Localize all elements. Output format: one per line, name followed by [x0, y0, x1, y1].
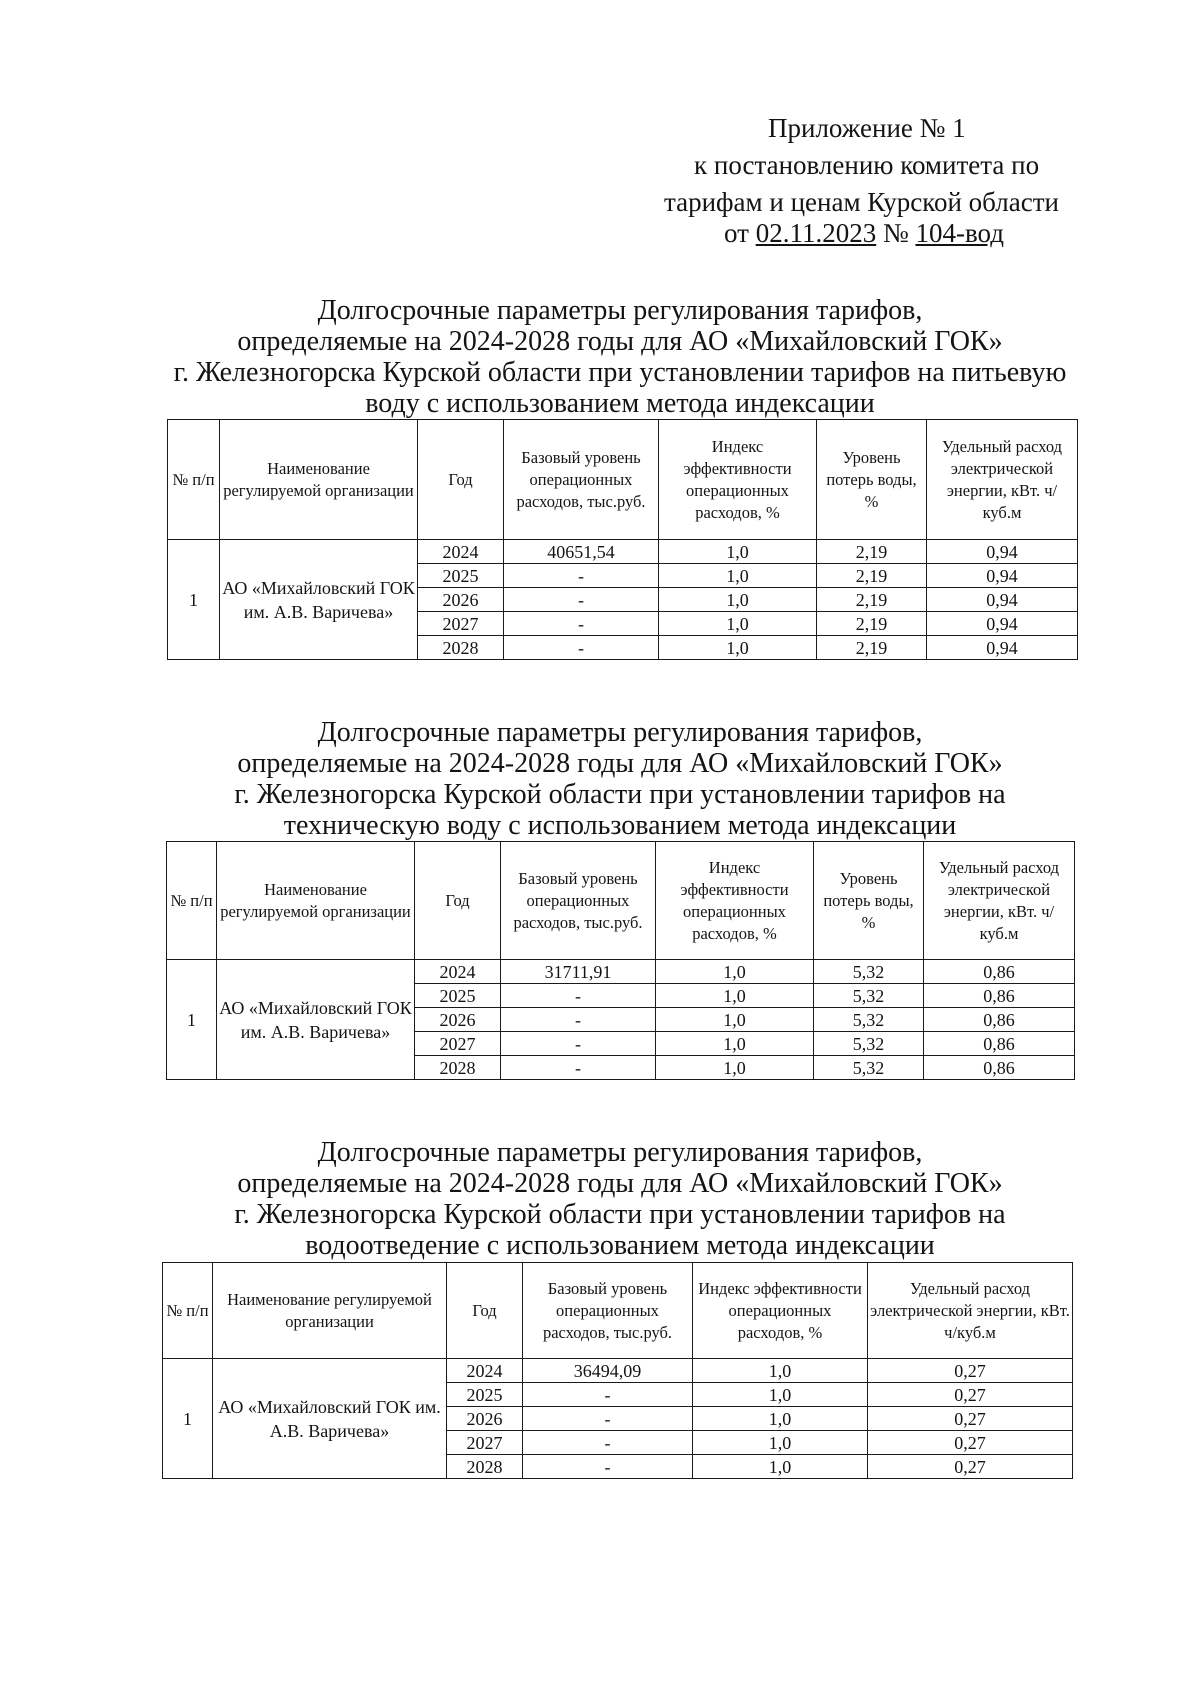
loss-cell: 5,32: [814, 960, 924, 984]
title-line: Долгосрочные параметры регулирования тарифов,: [317, 717, 923, 748]
table-header-row: [168, 420, 1078, 540]
col-energy-header: Удельный расход электрической энергии, кВт. ч/куб.м: [927, 420, 1078, 540]
index-cell: 1,0: [659, 636, 817, 660]
col-year-header: Год: [415, 842, 501, 960]
title-line: г. Железногорска Курской области при установлении тарифов на: [234, 1199, 1006, 1230]
base-cell: -: [523, 1407, 693, 1431]
base-cell: 31711,91: [501, 960, 656, 984]
loss-cell: 2,19: [817, 564, 927, 588]
col-base-header: Базовый уровень операционных расходов, тыс.руб.: [501, 842, 656, 960]
loss-cell: 2,19: [817, 588, 927, 612]
index-cell: 1,0: [656, 1032, 814, 1056]
number-prefix: №: [882, 218, 909, 248]
title-line: г. Железногорска Курской области при установлении тарифов на: [234, 779, 1006, 810]
title-line: Долгосрочные параметры регулирования тарифов,: [317, 295, 923, 326]
index-cell: 1,0: [693, 1383, 868, 1407]
index-cell: 1,0: [659, 540, 817, 564]
title-line: определяемые на 2024-2028 годы для АО «Михайловский ГОК»: [237, 326, 1003, 357]
base-cell: -: [501, 984, 656, 1008]
date-prefix: от: [724, 218, 749, 248]
col-org-header: Наименование регулируемой организации: [217, 842, 415, 960]
organization-name: АО «Михайловский ГОК им. А.В. Варичева»: [213, 1359, 447, 1479]
year-cell: 2028: [447, 1455, 523, 1479]
loss-cell: 2,19: [817, 636, 927, 660]
index-cell: 1,0: [659, 612, 817, 636]
base-cell: -: [523, 1455, 693, 1479]
energy-cell: 0,86: [924, 1008, 1075, 1032]
loss-cell: 5,32: [814, 1056, 924, 1080]
energy-cell: 0,86: [924, 1032, 1075, 1056]
energy-cell: 0,94: [927, 636, 1078, 660]
loss-cell: 2,19: [817, 612, 927, 636]
appendix-line-2: к постановлению комитета по: [694, 150, 1040, 180]
title-line: водоотведение с использованием метода индексации: [305, 1230, 935, 1261]
index-cell: 1,0: [693, 1407, 868, 1431]
year-cell: 2024: [418, 540, 504, 564]
section-3-title: [150, 1137, 1090, 1261]
base-cell: -: [523, 1431, 693, 1455]
title-line: Долгосрочные параметры регулирования тарифов,: [317, 1137, 923, 1168]
col-num-header: № п/п: [167, 842, 217, 960]
table-wastewater: [162, 1262, 1073, 1479]
col-index-header: Индекс эффективности операционных расходов, %: [659, 420, 817, 540]
base-cell: 36494,09: [523, 1359, 693, 1383]
document-number: 104-вод: [915, 218, 1004, 248]
loss-cell: 5,32: [814, 984, 924, 1008]
energy-cell: 0,27: [868, 1359, 1073, 1383]
table-row: [163, 1359, 1073, 1383]
base-cell: 40651,54: [504, 540, 659, 564]
index-cell: 1,0: [656, 984, 814, 1008]
index-cell: 1,0: [656, 960, 814, 984]
table-row: [167, 960, 1075, 984]
document-date: 02.11.2023: [755, 218, 877, 248]
col-energy-header: Удельный расход электрической энергии, кВт. ч/куб.м: [924, 842, 1075, 960]
loss-cell: 5,32: [814, 1032, 924, 1056]
col-loss-header: Уровень потерь воды, %: [817, 420, 927, 540]
year-cell: 2025: [415, 984, 501, 1008]
col-num-header: № п/п: [163, 1263, 213, 1359]
appendix-line-3: тарифам и ценам Курской области: [664, 187, 1059, 217]
table-row: [168, 540, 1078, 564]
col-year-header: Год: [418, 420, 504, 540]
row-number: 1: [168, 540, 220, 660]
energy-cell: 0,94: [927, 540, 1078, 564]
organization-name: АО «Михайловский ГОК им. А.В. Варичева»: [220, 540, 418, 660]
title-line: определяемые на 2024-2028 годы для АО «Михайловский ГОК»: [237, 748, 1003, 779]
index-cell: 1,0: [656, 1008, 814, 1032]
year-cell: 2027: [418, 612, 504, 636]
table-header-row: [167, 842, 1075, 960]
appendix-number: Приложение № 1: [768, 113, 966, 143]
base-cell: -: [504, 588, 659, 612]
index-cell: 1,0: [659, 588, 817, 612]
energy-cell: 0,27: [868, 1431, 1073, 1455]
title-line: воду с использованием метода индексации: [365, 388, 875, 419]
col-index-header: Индекс эффективности операционных расходов, %: [693, 1263, 868, 1359]
base-cell: -: [504, 636, 659, 660]
col-loss-header: Уровень потерь воды, %: [814, 842, 924, 960]
base-cell: -: [504, 564, 659, 588]
energy-cell: 0,27: [868, 1455, 1073, 1479]
title-line: определяемые на 2024-2028 годы для АО «Михайловский ГОК»: [237, 1168, 1003, 1199]
year-cell: 2026: [415, 1008, 501, 1032]
col-base-header: Базовый уровень операционных расходов, тыс.руб.: [523, 1263, 693, 1359]
col-org-header: Наименование регулируемой организации: [213, 1263, 447, 1359]
table-drinking-water: [167, 419, 1078, 660]
index-cell: 1,0: [693, 1431, 868, 1455]
base-cell: -: [504, 612, 659, 636]
col-base-header: Базовый уровень операционных расходов, тыс.руб.: [504, 420, 659, 540]
year-cell: 2026: [418, 588, 504, 612]
title-line: г. Железногорска Курской области при установлении тарифов на питьевую: [173, 357, 1067, 388]
energy-cell: 0,94: [927, 588, 1078, 612]
energy-cell: 0,27: [868, 1383, 1073, 1407]
base-cell: -: [501, 1008, 656, 1032]
col-num-header: № п/п: [168, 420, 220, 540]
appendix-date-line: [724, 218, 1004, 248]
row-number: 1: [163, 1359, 213, 1479]
year-cell: 2025: [447, 1383, 523, 1407]
year-cell: 2024: [415, 960, 501, 984]
year-cell: 2025: [418, 564, 504, 588]
year-cell: 2026: [447, 1407, 523, 1431]
loss-cell: 2,19: [817, 540, 927, 564]
energy-cell: 0,94: [927, 612, 1078, 636]
year-cell: 2028: [418, 636, 504, 660]
base-cell: -: [523, 1383, 693, 1407]
year-cell: 2027: [415, 1032, 501, 1056]
organization-name: АО «Михайловский ГОК им. А.В. Варичева»: [217, 960, 415, 1080]
col-index-header: Индекс эффективности операционных расходов, %: [656, 842, 814, 960]
index-cell: 1,0: [656, 1056, 814, 1080]
row-number: 1: [167, 960, 217, 1080]
base-cell: -: [501, 1032, 656, 1056]
table-header-row: [163, 1263, 1073, 1359]
energy-cell: 0,86: [924, 960, 1075, 984]
energy-cell: 0,86: [924, 984, 1075, 1008]
base-cell: -: [501, 1056, 656, 1080]
energy-cell: 0,94: [927, 564, 1078, 588]
index-cell: 1,0: [693, 1359, 868, 1383]
loss-cell: 5,32: [814, 1008, 924, 1032]
col-energy-header: Удельный расход электрической энергии, кВт. ч/куб.м: [868, 1263, 1073, 1359]
energy-cell: 0,27: [868, 1407, 1073, 1431]
year-cell: 2027: [447, 1431, 523, 1455]
year-cell: 2028: [415, 1056, 501, 1080]
section-1-title: [150, 295, 1090, 419]
year-cell: 2024: [447, 1359, 523, 1383]
title-line: техническую воду с использованием метода индексации: [283, 810, 957, 841]
index-cell: 1,0: [659, 564, 817, 588]
index-cell: 1,0: [693, 1455, 868, 1479]
table-technical-water: [166, 841, 1075, 1080]
section-2-title: [150, 717, 1090, 841]
col-org-header: Наименование регулируемой организации: [220, 420, 418, 540]
energy-cell: 0,86: [924, 1056, 1075, 1080]
col-year-header: Год: [447, 1263, 523, 1359]
